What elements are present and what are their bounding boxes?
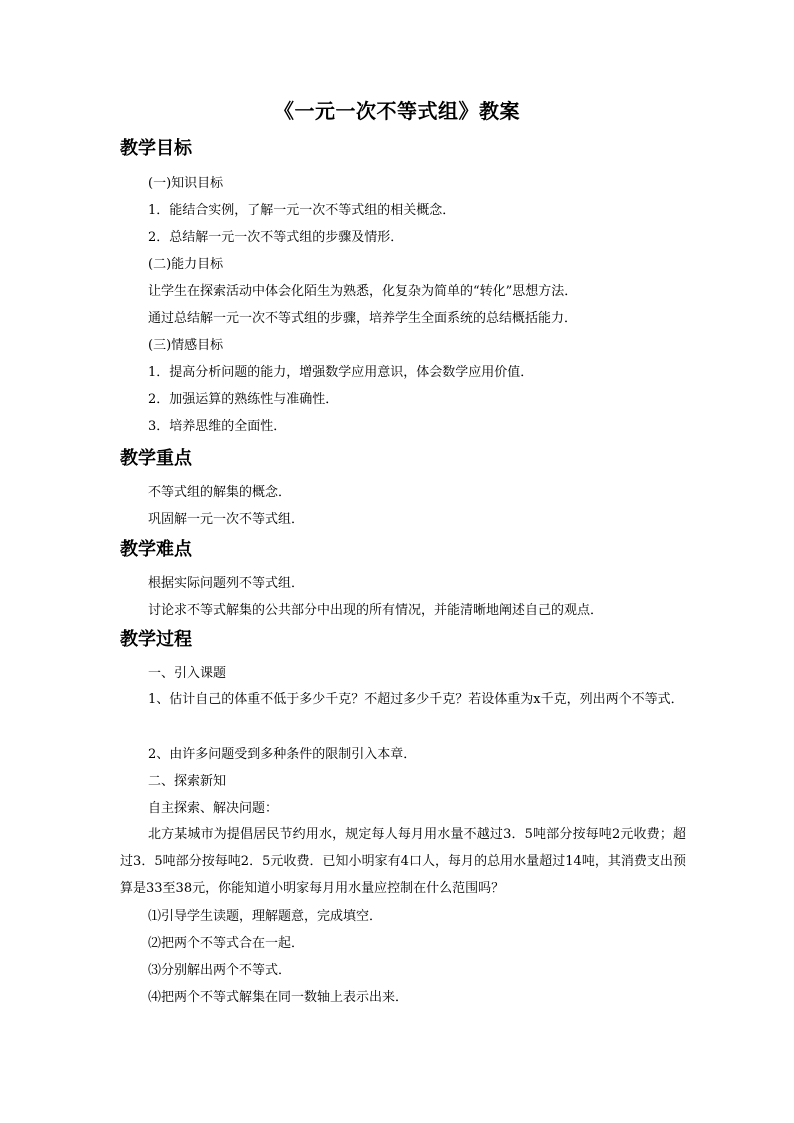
ability-goal-2: 通过总结解一元一次不等式组的步骤，培养学生全面系统的总结概括能力． bbox=[148, 311, 578, 326]
heading-difficult-points: 教学难点 bbox=[120, 539, 192, 560]
process-step-1: ⑴引导学生读题，理解题意，完成填空． bbox=[148, 909, 383, 924]
difficult-point-1: 根据实际问题列不等式组． bbox=[148, 576, 305, 591]
key-point-2: 巩固解一元一次不等式组． bbox=[148, 512, 305, 527]
emotion-goal-3: 3．培养思维的全面性． bbox=[148, 419, 287, 434]
process-step-4: ⑷把两个不等式解集在同一数轴上表示出来． bbox=[148, 990, 409, 1005]
difficult-point-2: 讨论求不等式解集的公共部分中出现的所有情况，并能清晰地阐述自己的观点． bbox=[148, 603, 604, 618]
ability-goal-1: 让学生在探索活动中体会化陌生为熟悉，化复杂为简单的“转化”思想方法． bbox=[148, 284, 578, 299]
document-title: 《一元一次不等式组》教案 bbox=[274, 99, 520, 123]
heading-teaching-process: 教学过程 bbox=[120, 629, 192, 650]
ability-goals-title: (二)能力目标 bbox=[148, 257, 224, 272]
emotion-goal-2: 2．加强运算的熟练性与准确性． bbox=[148, 392, 339, 407]
process-step-2: ⑵把两个不等式合在一起． bbox=[148, 936, 305, 951]
knowledge-goals-title: (一)知识目标 bbox=[148, 176, 224, 191]
process-section-1-title: 一、引入课题 bbox=[148, 666, 227, 681]
process-step-3: ⑶分别解出两个不等式． bbox=[148, 963, 292, 978]
process-section-1-paragraph-1: 1、估计自己的体重不低于多少千克？不超过多少千克？若设体重为x千克，列出两个不等式． bbox=[148, 692, 684, 707]
key-point-1: 不等式组的解集的概念． bbox=[148, 485, 292, 500]
knowledge-goal-2: 2．总结解一元一次不等式组的步骤及情形． bbox=[148, 230, 404, 245]
process-section-2-problem: 北方某城市为提倡居民节约用水，规定每人每月用水量不越过3．5吨部分按每吨2元收费；超过3．5吨部分按每吨2．5元收费．已知小明家有4口人，每月的总用水量超过14吨，其消费支出预算是33至38元，你能知道小明家每月用水量应控制在什么范围吗？ bbox=[120, 827, 686, 896]
knowledge-goal-1: 1．能结合实例，了解一元一次不等式组的相关概念． bbox=[148, 203, 456, 218]
process-section-2-title: 二、探索新知 bbox=[148, 774, 227, 789]
heading-key-points: 教学重点 bbox=[120, 448, 192, 469]
emotion-goals-title: (三)情感目标 bbox=[148, 338, 224, 353]
heading-teaching-goals: 教学目标 bbox=[120, 138, 192, 159]
process-section-2-intro: 自主探索、解决问题： bbox=[148, 801, 279, 816]
process-section-1-paragraph-2: 2、由许多问题受到多种条件的限制引入本章． bbox=[148, 747, 417, 762]
emotion-goal-1: 1．提高分析问题的能力，增强数学应用意识，体会数学应用价值． bbox=[148, 365, 534, 380]
